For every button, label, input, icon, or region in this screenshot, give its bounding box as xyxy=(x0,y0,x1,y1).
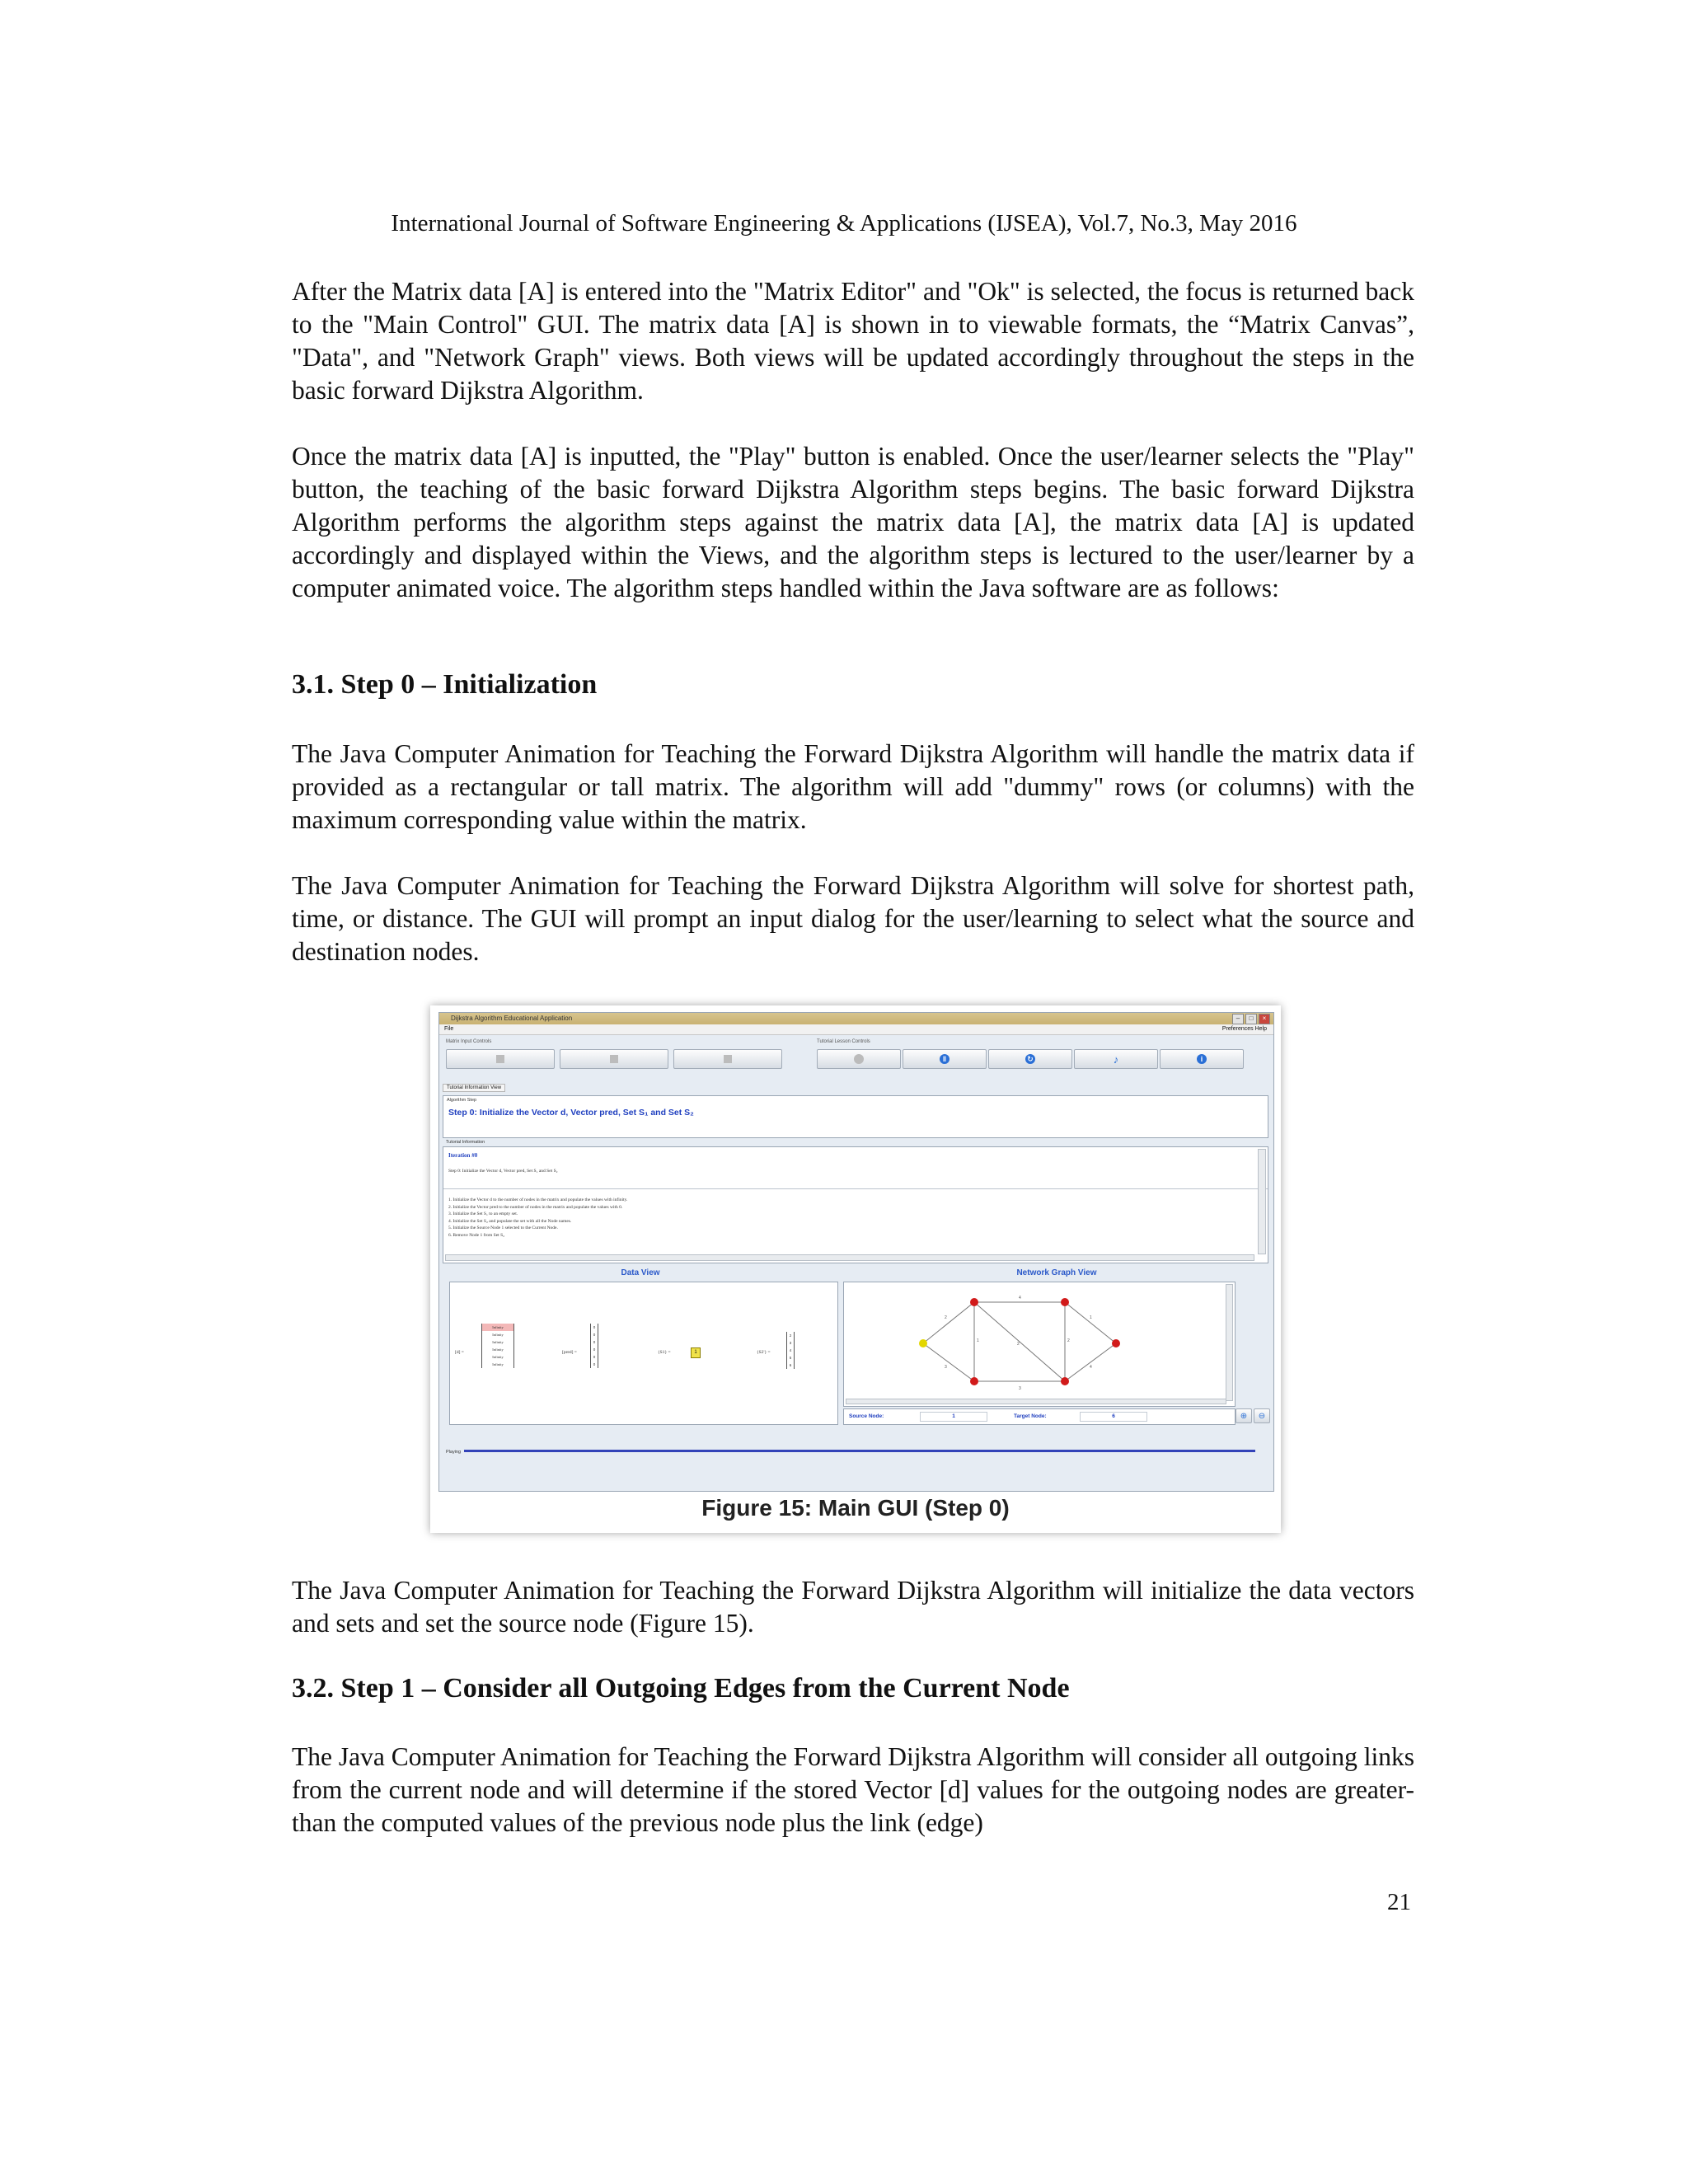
instruction-item: 2. Initialize the Vector pred to the number of nodes in the matrix and populate the values with 0. xyxy=(448,1204,623,1210)
replay-button xyxy=(988,1049,1072,1069)
section-heading-3-1: 3.1. Step 0 – Initialization xyxy=(292,669,598,700)
edge-weight: 1 xyxy=(1090,1315,1092,1320)
instruction-list xyxy=(448,1197,627,1239)
figure-caption: Figure 15: Main GUI (Step 0) xyxy=(701,1495,1010,1521)
tab-tutorial-information-view: Tutorial Information View xyxy=(443,1084,505,1092)
vector-d-cell: Infinity xyxy=(482,1324,513,1331)
zoom-in-button xyxy=(1236,1408,1252,1423)
menu-file: File xyxy=(444,1026,454,1032)
graph-edge xyxy=(923,1343,974,1381)
graph-edge xyxy=(923,1302,974,1343)
window-title: Dijkstra Algorithm Educational Application xyxy=(451,1015,573,1022)
edge-weight: 1 xyxy=(977,1338,979,1343)
minimize-icon: – xyxy=(1232,1014,1244,1024)
zoom-in-icon: ⊕ xyxy=(1240,1411,1248,1421)
set-s1-value: 1 xyxy=(691,1347,701,1358)
paragraph-2: Once the matrix data [A] is inputted, the "Play" button is enabled. Once the user/learner selects the "Play" button, the teaching of the basic forward Dijkstra Algorithm steps begins. The basic forward Dijkstra Algorithm performs the algorithm steps against the matrix data [A], the matrix data [A] is updated accordingly and displayed within the Views, and the algorithm steps is lectured to the user/learner by a computer animated voice. The algorithm steps handled within the Java software are as follows: xyxy=(292,442,1414,602)
set-s2-cell: 3 xyxy=(789,1341,792,1345)
save-button xyxy=(560,1049,668,1069)
zoom-out-button xyxy=(1254,1408,1270,1423)
edge-weight: 2 xyxy=(1017,1342,1020,1347)
instruction-item: 4. Initialize the Set S₂ and populate the set with all the Node names. xyxy=(448,1218,572,1224)
paragraph-3: The Java Computer Animation for Teaching the Forward Dijkstra Algorithm will handle the matrix data if provided as a rectangular or tall matrix. The algorithm will add "dummy" rows (or columns) with the maximum corresponding value within the matrix. xyxy=(292,739,1414,834)
window-titlebar xyxy=(439,1013,1273,1024)
graph-node xyxy=(1112,1339,1120,1347)
vector-d-cell: Infinity xyxy=(492,1355,504,1359)
vector-pred-cell: 0 xyxy=(593,1347,596,1352)
set-s2 xyxy=(786,1332,795,1369)
set-s2-cell: 5 xyxy=(789,1356,792,1360)
source-node-label: Source Node: xyxy=(849,1413,884,1419)
vector-d-cell: Infinity xyxy=(492,1347,504,1352)
set-s1-label: {S1} = xyxy=(658,1350,671,1355)
instruction-item: 6. Remove Node 1 from Set S₂ xyxy=(448,1232,505,1238)
tutorial-lesson-controls-label: Tutorial Lesson Controls xyxy=(817,1039,870,1044)
network-graph xyxy=(844,1282,1235,1406)
vector-pred-cell: 0 xyxy=(593,1355,596,1359)
edge-weight: 2 xyxy=(1067,1338,1070,1343)
instruction-item: 3. Initialize the Set S₁ to an empty set. xyxy=(448,1212,518,1216)
zoom-out-icon: ⊖ xyxy=(1258,1411,1266,1421)
set-s2-label: {S2'} = xyxy=(757,1350,771,1355)
network-graph-view-title: Network Graph View xyxy=(1016,1268,1097,1277)
horizontal-scrollbar xyxy=(445,1254,1254,1261)
data-view-title: Data View xyxy=(621,1268,660,1277)
vector-pred xyxy=(590,1324,598,1368)
graph-node xyxy=(1061,1377,1069,1385)
graph-node xyxy=(970,1298,978,1306)
tutorial-information-pane xyxy=(443,1146,1268,1263)
set-s2-cell: 4 xyxy=(789,1348,792,1352)
matrix-input-controls-label: Matrix Input Controls xyxy=(446,1039,492,1044)
edge-weight: 3 xyxy=(945,1365,947,1370)
save-icon xyxy=(610,1055,618,1063)
paragraph-6: The Java Computer Animation for Teaching the Forward Dijkstra Algorithm will consider all outgoing links from the current node and will determine if the stored Vector [d] values for the outgoing nodes are greater-than the computed values of the previous node plus the link (edge) xyxy=(292,1742,1414,1837)
menu-preferences-help: Preferences Help xyxy=(1221,1026,1267,1032)
vertical-scrollbar xyxy=(1258,1149,1266,1254)
status-label: Playing xyxy=(446,1450,462,1455)
graph-edge xyxy=(974,1302,1065,1381)
iteration-label: Iteration #0 xyxy=(448,1152,478,1159)
vector-pred-label: [pred] = xyxy=(562,1350,577,1355)
set-s2-cell: 2 xyxy=(789,1333,792,1338)
close-icon: × xyxy=(1259,1014,1270,1024)
step-line: Step 0: Initialize the Vector d, Vector pred, Set S₁ and Set S₂ xyxy=(448,1169,558,1174)
target-node-label: Target Node: xyxy=(1014,1413,1047,1419)
instruction-item: 5. Initialize the Source Node 1 selected to the Current Node. xyxy=(448,1226,558,1230)
open-button xyxy=(446,1049,555,1069)
vector-d xyxy=(481,1324,514,1368)
edit-button xyxy=(673,1049,782,1069)
graph-node xyxy=(970,1377,978,1385)
node-selection-bar xyxy=(843,1408,1236,1425)
vector-d-label: [d] = xyxy=(455,1350,464,1355)
app-screenshot xyxy=(438,1012,1274,1492)
info-button xyxy=(1160,1049,1244,1069)
figure-15 xyxy=(430,1005,1281,1533)
graph-node xyxy=(1061,1298,1069,1306)
document-icon xyxy=(724,1055,732,1063)
progress-bar xyxy=(464,1450,1255,1452)
set-s2-cell: 6 xyxy=(789,1363,792,1367)
folder-icon xyxy=(496,1055,504,1063)
step-title: Step 0: Initialize the Vector d, Vector pred, Set S₁ and Set S₂ xyxy=(448,1108,694,1118)
section-heading-3-2: 3.2. Step 1 – Consider all Outgoing Edges from the Current Node xyxy=(292,1673,1070,1704)
graph-horizontal-scrollbar xyxy=(846,1399,1226,1404)
paragraph-1: After the Matrix data [A] is entered into the "Matrix Editor" and "Ok" is selected, the focus is returned back to the "Main Control" GUI. The matrix data [A] is shown in to viewable formats, the “Matrix Canvas”, "Data", and "Network Graph" views. Both views will be updated accordingly throughout the steps in the basic forward Dijkstra Algorithm. xyxy=(292,277,1414,405)
pause-icon: ‖ xyxy=(940,1054,950,1064)
vector-pred-cell: 0 xyxy=(593,1340,596,1344)
edge-weight: 4 xyxy=(1090,1365,1092,1370)
vector-pred-cell: 0 xyxy=(593,1362,596,1366)
record-icon xyxy=(854,1054,864,1064)
audio-button xyxy=(1074,1049,1158,1069)
graph-edge xyxy=(1065,1343,1116,1381)
paragraph-5: The Java Computer Animation for Teaching the Forward Dijkstra Algorithm will initialize the data vectors and sets and set the source node (Figure 15). xyxy=(292,1576,1414,1638)
maximize-icon: □ xyxy=(1245,1014,1257,1024)
tutorial-information-label: Tutorial Information xyxy=(446,1140,485,1145)
vector-pred-cell: 0 xyxy=(593,1333,596,1337)
vector-pred-cell: 0 xyxy=(593,1325,596,1329)
vector-d-cell: Infinity xyxy=(492,1362,504,1366)
music-note-icon: ♪ xyxy=(1113,1052,1119,1066)
data-view-pane xyxy=(449,1282,838,1425)
vector-d-cell: Infinity xyxy=(492,1333,504,1337)
target-node-field: 6 xyxy=(1080,1412,1147,1422)
menu-bar xyxy=(439,1024,1273,1035)
edge-weight: 4 xyxy=(1019,1296,1021,1301)
graph-vertical-scrollbar xyxy=(1226,1284,1233,1401)
edge-weight: 3 xyxy=(1019,1386,1021,1391)
graph-node-source xyxy=(919,1339,927,1347)
graph-edge xyxy=(1065,1302,1116,1343)
paragraph-4: The Java Computer Animation for Teaching the Forward Dijkstra Algorithm will solve for shortest path, time, or distance. The GUI will prompt an input dialog for the user/learning to select what the source and destination nodes. xyxy=(292,871,1414,966)
info-icon: i xyxy=(1197,1054,1207,1064)
vector-d-cell: Infinity xyxy=(492,1340,504,1344)
record-button xyxy=(817,1049,901,1069)
algorithm-step-label: Algorithm Step xyxy=(447,1098,477,1103)
instruction-item: 1. Initialize the Vector d to the number of nodes in the matrix and populate the values with infinity. xyxy=(448,1197,628,1202)
source-node-field: 1 xyxy=(920,1412,987,1422)
pause-button xyxy=(903,1049,987,1069)
network-graph-pane xyxy=(843,1282,1236,1407)
running-header: International Journal of Software Engineering & Applications (IJSEA), Vol.7, No.3, May 2016 xyxy=(391,210,1297,237)
replay-icon: ↻ xyxy=(1025,1054,1035,1064)
algorithm-step-pane xyxy=(443,1095,1268,1138)
edge-weight: 2 xyxy=(945,1315,947,1320)
page-number: 21 xyxy=(1387,1889,1411,1915)
